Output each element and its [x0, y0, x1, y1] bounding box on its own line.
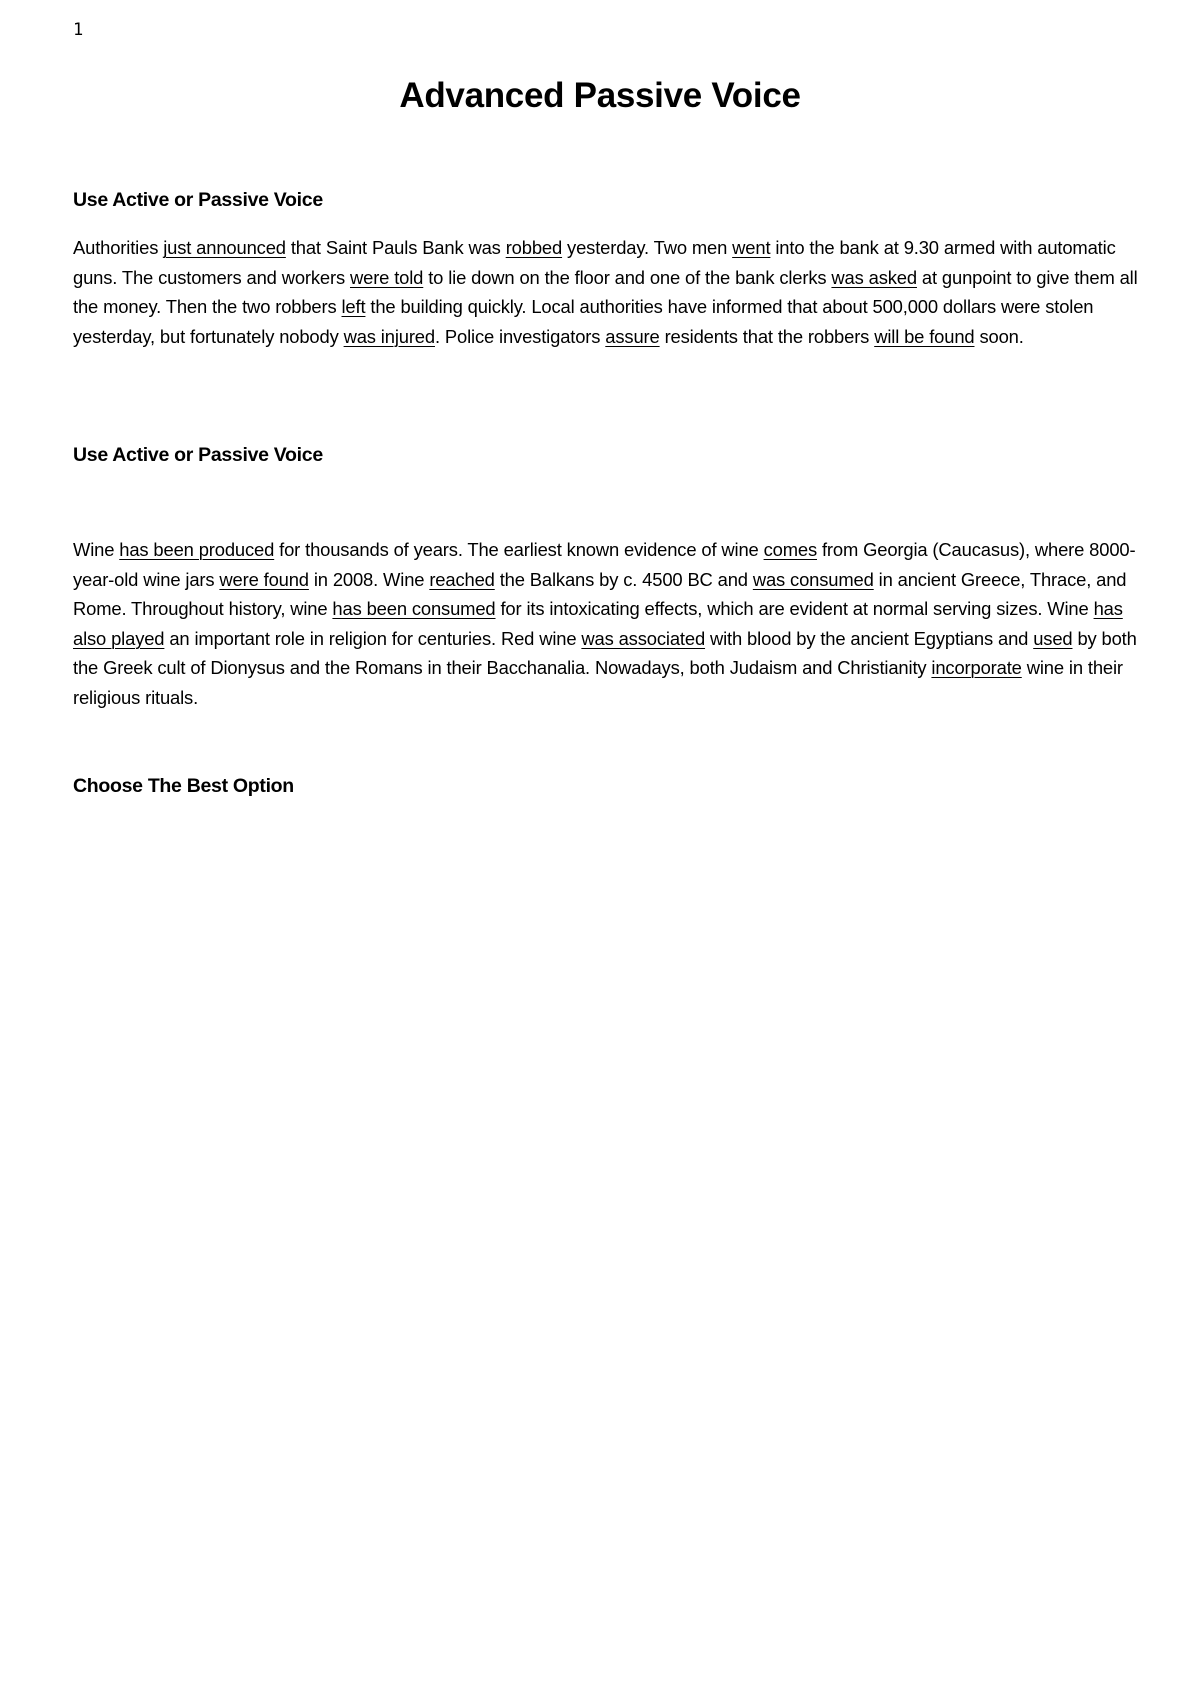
paragraph-text: with blood by the ancient Egyptians and	[705, 627, 1034, 649]
paragraph-text: Authorities	[73, 237, 164, 258]
underlined-verb-phrase: just announced	[163, 237, 286, 258]
paragraph-text: . Police investigators	[434, 325, 606, 347]
underlined-verb-phrase: went	[732, 237, 771, 258]
underlined-verb-phrase: robbed	[505, 237, 563, 258]
underlined-verb-phrase: incorporate	[931, 657, 1022, 678]
paragraph-text: from Georgia (Caucasus), where 8000-year-old wine jars	[73, 539, 1136, 590]
paragraph-text: Wine	[73, 539, 120, 560]
underlined-verb-phrase: were told	[349, 266, 424, 288]
paragraph-text: yesterday. Two men	[562, 237, 733, 258]
bank-robbery-paragraph	[73, 233, 1138, 351]
paragraph-text: the Balkans by c. 4500 BC and	[494, 568, 753, 590]
paragraph-text: an important role in religion for centuries. Red wine	[164, 627, 582, 649]
underlined-verb-phrase: has been consumed	[332, 598, 496, 619]
paragraph-text: at gunpoint to give them all the money. Then the two robbers	[73, 266, 1138, 317]
paragraph-text: in ancient Greece, Thrace, and Rome. Throughout history, wine	[73, 568, 1127, 619]
paragraph-text: soon.	[974, 325, 1024, 347]
paragraph-text: by both the Greek cult of Dionysus and the Romans in their Bacchanalia. Nowadays, both Judaism and Christianity	[73, 627, 1137, 678]
underlined-verb-phrase: left	[341, 296, 366, 317]
underlined-verb-phrase: was associated	[581, 627, 706, 649]
underlined-verb-phrase: used	[1033, 627, 1073, 649]
paragraph-text: that Saint Pauls Bank was	[285, 237, 506, 258]
underlined-verb-phrase: was injured	[343, 325, 435, 347]
underlined-verb-phrase: reached	[429, 568, 495, 590]
underlined-verb-phrase: was consumed	[752, 568, 874, 590]
paragraph-text: residents that the robbers	[659, 325, 875, 347]
underlined-verb-phrase: was asked	[831, 266, 917, 288]
underlined-verb-phrase: were found	[219, 568, 309, 590]
section-heading-2: Use Active or Passive Voice	[73, 444, 323, 466]
paragraph-text: for thousands of years. The earliest known evidence of wine	[274, 539, 764, 560]
underlined-verb-phrase: will be found	[874, 325, 975, 347]
section-heading-1: Use Active or Passive Voice	[73, 189, 323, 211]
paragraph-text: wine in their religious rituals.	[73, 657, 1123, 708]
section-heading-3: Choose The Best Option	[73, 775, 294, 797]
page-title: Advanced Passive Voice	[399, 76, 801, 115]
underlined-verb-phrase: has also played	[73, 598, 1123, 649]
underlined-verb-phrase: assure	[605, 325, 660, 347]
paragraph-text: the building quickly. Local authorities have informed that about 500,000 dollars were stolen yesterday, but fortunately nobody	[73, 296, 1094, 347]
paragraph-text: to lie down on the floor and one of the bank clerks	[423, 266, 832, 288]
underlined-verb-phrase: comes	[763, 539, 817, 560]
paragraph-text: in 2008. Wine	[308, 568, 430, 590]
paragraph-text: for its intoxicating effects, which are evident at normal serving sizes. Wine	[495, 598, 1094, 619]
underlined-verb-phrase: has been produced	[119, 539, 275, 560]
wine-history-paragraph	[73, 535, 1138, 712]
page-number: 1	[73, 20, 84, 40]
paragraph-text: into the bank at 9.30 armed with automatic guns. The customers and workers	[73, 237, 1116, 288]
